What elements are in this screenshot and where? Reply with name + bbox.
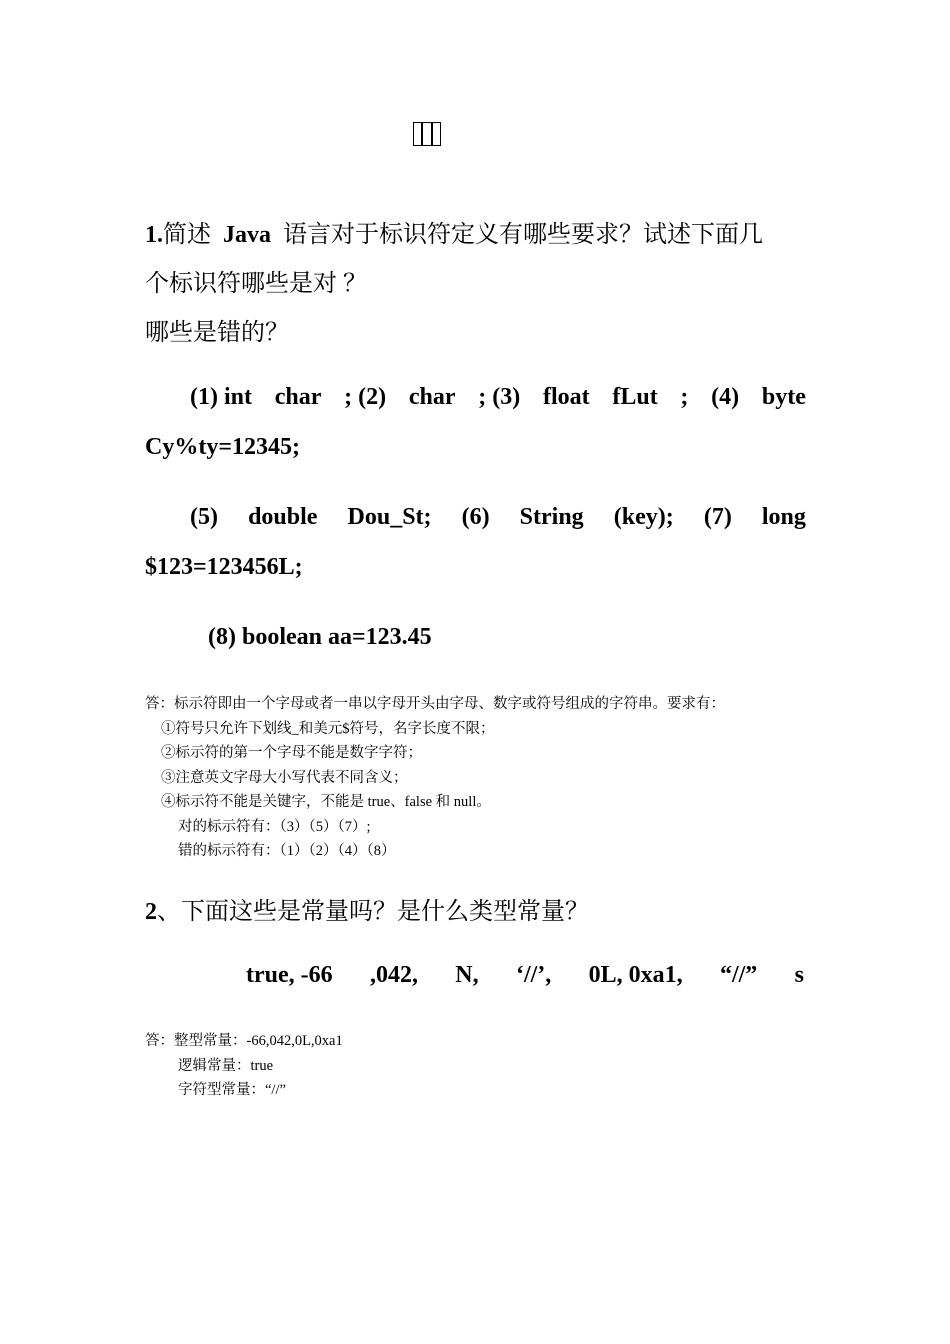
- q1-line1: 1.简述 Java 语言对于标识符定义有哪些要求？试述下面几: [145, 222, 763, 248]
- q1-line2: 个标识符哪些是对 ？: [145, 271, 367, 297]
- q1-answer: [145, 692, 725, 864]
- answer-line: 答：整型常量：-66,042,0L,0xa1: [145, 1033, 343, 1049]
- answer-line: 答：标示符即由一个字母或者一串以字母开头由字母、数字或符号组成的字符串。要求有：: [145, 696, 725, 712]
- answer-line: 逻辑常量：true: [178, 1057, 274, 1074]
- answer-line: ③注意英文字母大小写代表不同含义；: [161, 769, 408, 786]
- q2-constants: true, -66 ,042, N, ‘//’, 0L, 0xa1, “//” s: [246, 962, 804, 988]
- q1-line3: 哪些是错的？: [145, 320, 289, 346]
- answer-line: ④标示符不能是关键字，不能是 true、false 和 null。: [161, 794, 491, 810]
- q1-item8: (8) boolean aa=123.45: [208, 624, 432, 650]
- q1-number: 1.: [145, 222, 163, 248]
- q2-number: 2: [145, 899, 157, 925]
- answer-line: 错的标示符有：（1）（2）（4）（8）: [178, 843, 396, 859]
- q1-items-row1-cont: Cy%ty=12345;: [145, 434, 300, 460]
- header-glyph: [413, 122, 441, 146]
- answer-line: ①符号只允许下划线_和美元$符号，名字长度不限；: [161, 720, 495, 737]
- q2-title: 2、下面这些是常量吗？是什么类型常量？: [145, 899, 589, 925]
- q1-items-row2-cont: $123=123456L;: [145, 554, 303, 580]
- answer-line: 字符型常量：“//”: [178, 1082, 286, 1098]
- q1-items-row2: (5) double Dou_St; (6) String (key); (7) long: [190, 504, 806, 530]
- answer-line: 对的标示符有：（3）（5）（7）;: [178, 818, 371, 835]
- q1-items-row1: (1) int char ; (2) char ; (3) float fLut ; (4) byte: [190, 384, 806, 410]
- q2-answer: [145, 1029, 343, 1103]
- answer-line: ②标示符的第一个字母不能是数字字符；: [161, 745, 422, 761]
